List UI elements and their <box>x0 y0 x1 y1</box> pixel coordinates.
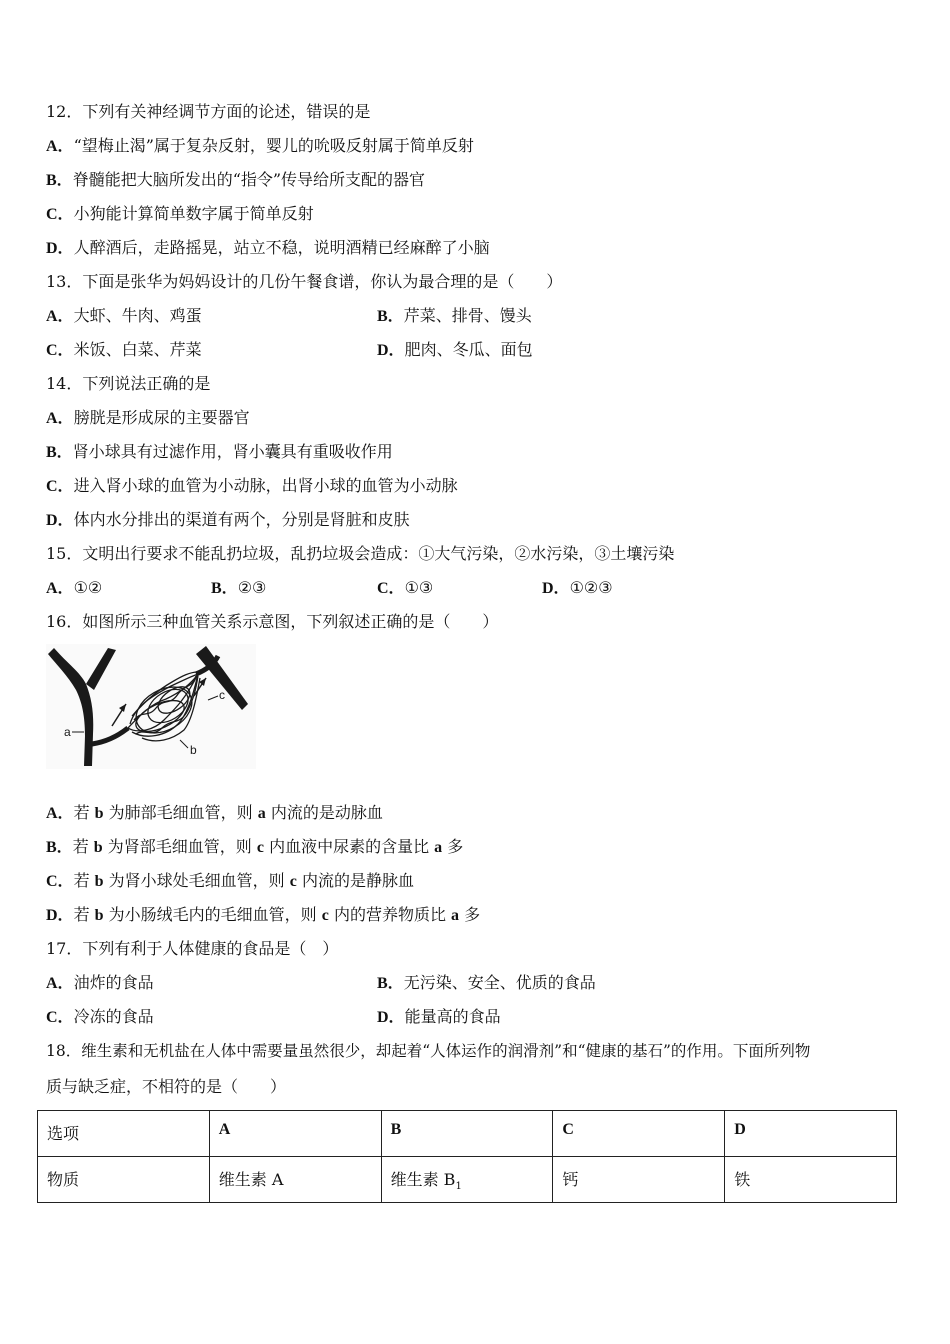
option-text: 进入肾小球的血管为小动脉，出肾小球的血管为小动脉 <box>73 476 458 495</box>
table-cell: A <box>209 1111 381 1157</box>
option-pre: 若 <box>73 803 95 822</box>
option-label: D． <box>46 240 74 257</box>
label-a: a <box>64 725 71 739</box>
option-text: “望梅止渴”属于复杂反射，婴儿的吮吸反射属于简单反射 <box>73 136 474 155</box>
vitamin-b-text: 维生素 B <box>390 1170 456 1189</box>
option-label: D． <box>46 907 74 924</box>
q13-options-row-2 <box>46 339 926 361</box>
table-cell <box>381 1157 553 1203</box>
option-label: C． <box>46 1009 74 1026</box>
option-pre: 若 <box>73 871 95 890</box>
option-text: ①②③ <box>569 578 613 597</box>
q15-option-d <box>542 577 613 600</box>
letter-b: b <box>94 805 104 822</box>
vitamin-b-subscript: 1 <box>455 1181 462 1193</box>
option-text: 脊髓能把大脑所发出的“指令”传导给所支配的器官 <box>72 170 426 189</box>
q17-options-row-2 <box>46 1006 926 1028</box>
option-end: 多 <box>442 837 464 856</box>
q13-options-row-1 <box>46 305 926 327</box>
letter-b: b <box>94 873 104 890</box>
option-label: B． <box>46 172 73 189</box>
letter-y: a <box>451 907 460 924</box>
option-pre: 若 <box>72 837 94 856</box>
q12-option-a <box>46 135 474 157</box>
option-text: 无污染、安全、优质的食品 <box>403 973 596 992</box>
letter-y: a <box>434 839 443 856</box>
q13-option-c <box>46 339 202 362</box>
option-label: C． <box>46 342 74 359</box>
option-mid: 为肺部毛细血管，则 <box>103 803 258 822</box>
q16-option-c <box>46 870 414 892</box>
option-text: 小狗能计算简单数字属于简单反射 <box>73 204 314 223</box>
option-text: ①② <box>73 578 103 597</box>
option-label: C． <box>46 478 74 495</box>
option-post: 内流的是动脉血 <box>265 803 383 822</box>
option-text: 大虾、牛肉、鸡蛋 <box>73 306 202 325</box>
option-text: 人醉酒后，走路摇晃，站立不稳，说明酒精已经麻醉了小脑 <box>73 238 490 257</box>
q18-stem-line-2: 质与缺乏症，不相符的是（ ） <box>46 1077 287 1096</box>
q15-option-c <box>377 577 433 600</box>
option-label: A． <box>46 308 74 325</box>
q14-option-a <box>46 407 250 429</box>
q14-option-d <box>46 509 410 531</box>
q15-options-row <box>46 577 926 599</box>
option-post: 内流的是静脉血 <box>296 871 414 890</box>
option-text: 油炸的食品 <box>73 973 154 992</box>
letter-b: b <box>94 907 104 924</box>
letter-b: b <box>93 839 103 856</box>
q13-stem: 13．下面是张华为妈妈设计的几份午餐食谱，你认为最合理的是（ ） <box>46 272 563 291</box>
option-pre: 若 <box>73 905 95 924</box>
q18-stem-line-1: 18．维生素和无机盐在人体中需要量虽然很少，却起着“人体运作的润滑剂”和“健康的基石”的作用。下面所列物 <box>46 1042 811 1060</box>
option-text: 米饭、白菜、芹菜 <box>73 340 202 359</box>
option-text: 体内水分排出的渠道有两个，分别是肾脏和皮肤 <box>73 510 410 529</box>
option-text: 芹菜、排骨、馒头 <box>403 306 532 325</box>
table-cell: B <box>381 1111 553 1157</box>
option-label: C． <box>377 580 405 597</box>
q13-option-a <box>46 305 202 328</box>
option-mid: 为肾部毛细血管，则 <box>102 837 257 856</box>
option-label: D． <box>377 1009 405 1026</box>
q12-option-b <box>46 169 425 191</box>
q12-option-d <box>46 237 490 259</box>
q15-stem: 15．文明出行要求不能乱扔垃圾，乱扔垃圾会造成：①大气污染，②水污染，③土壤污染 <box>46 544 675 563</box>
q17-option-d <box>377 1006 501 1029</box>
option-label: B． <box>46 444 73 461</box>
option-mid: 为肾小球处毛细血管，则 <box>103 871 290 890</box>
label-b: b <box>190 743 197 757</box>
q17-option-b <box>377 972 596 995</box>
table-cell: 物质 <box>38 1157 210 1203</box>
q17-option-a <box>46 972 154 995</box>
option-end: 多 <box>459 905 481 924</box>
option-label: A． <box>46 580 74 597</box>
option-label: A． <box>46 138 74 155</box>
q16-stem: 16．如图所示三种血管关系示意图，下列叙述正确的是（ ） <box>46 612 499 631</box>
option-label: D． <box>377 342 405 359</box>
letter-x: a <box>257 805 266 822</box>
option-label: A． <box>46 805 74 822</box>
option-text: 冷冻的食品 <box>73 1007 154 1026</box>
option-text: ①③ <box>404 578 434 597</box>
q15-option-a <box>46 577 102 600</box>
option-label: B． <box>46 839 73 856</box>
table-header-row <box>38 1111 897 1157</box>
table-cell: 维生素 A <box>209 1157 381 1203</box>
option-label: B． <box>377 975 404 992</box>
option-label: A． <box>46 410 74 427</box>
q17-stem: 17．下列有利于人体健康的食品是（ ） <box>46 939 339 958</box>
q13-option-d <box>377 339 533 362</box>
option-label: D． <box>46 512 74 529</box>
letter-x: c <box>256 839 264 856</box>
option-label: A． <box>46 975 74 992</box>
q17-options-row-1 <box>46 972 926 994</box>
table-row <box>38 1157 897 1203</box>
table-cell: C <box>553 1111 725 1157</box>
option-text: 膀胱是形成尿的主要器官 <box>73 408 250 427</box>
table-cell: 铁 <box>725 1157 897 1203</box>
q18-table <box>37 1110 897 1203</box>
q13-option-b <box>377 305 532 328</box>
table-cell: 选项 <box>38 1111 210 1157</box>
q14-stem: 14．下列说法正确的是 <box>46 374 211 393</box>
option-text: ②③ <box>237 578 267 597</box>
q14-option-b <box>46 441 393 463</box>
q17-option-c <box>46 1006 154 1029</box>
option-label: C． <box>46 873 74 890</box>
blood-vessel-diagram <box>46 644 256 769</box>
letter-x: c <box>321 907 329 924</box>
option-post: 内的营养物质比 <box>328 905 452 924</box>
q12-option-c <box>46 203 314 225</box>
option-post: 内血液中尿素的含量比 <box>263 837 435 856</box>
label-c: c <box>219 688 225 702</box>
letter-x: c <box>289 873 297 890</box>
q14-option-c <box>46 475 458 497</box>
option-label: B． <box>211 580 238 597</box>
q16-option-a <box>46 802 383 824</box>
q16-option-d <box>46 904 480 926</box>
option-label: C． <box>46 206 74 223</box>
option-text: 肥肉、冬瓜、面包 <box>404 340 533 359</box>
q12-stem: 12．下列有关神经调节方面的论述，错误的是 <box>46 102 371 121</box>
option-mid: 为小肠绒毛内的毛细血管，则 <box>103 905 322 924</box>
option-text: 能量高的食品 <box>404 1007 501 1026</box>
table-cell: D <box>725 1111 897 1157</box>
q16-option-b <box>46 836 463 858</box>
option-label: B． <box>377 308 404 325</box>
table-cell: 钙 <box>553 1157 725 1203</box>
option-label: D． <box>542 580 570 597</box>
q15-option-b <box>211 577 266 600</box>
option-text: 肾小球具有过滤作用，肾小囊具有重吸收作用 <box>72 442 393 461</box>
